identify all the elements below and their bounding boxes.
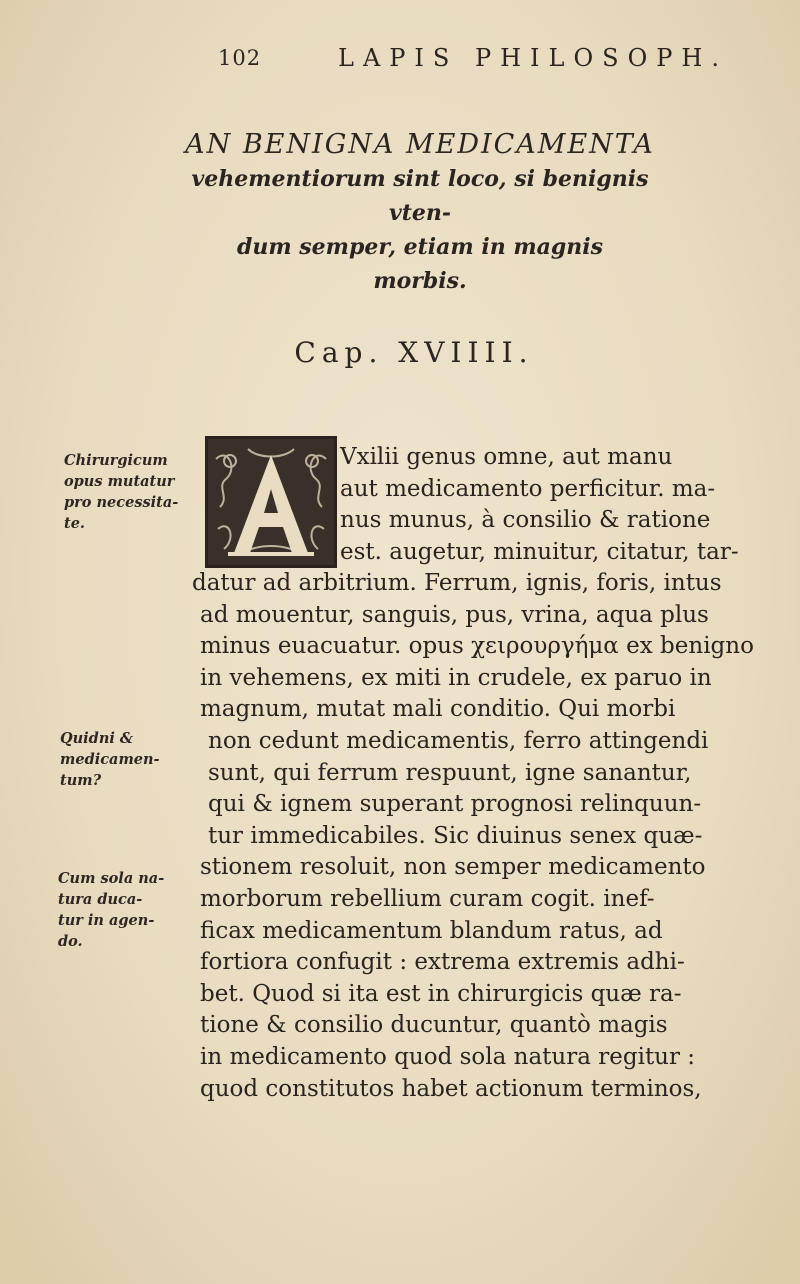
decorated-initial-art — [208, 439, 334, 565]
margin-note — [64, 450, 204, 534]
heading-caps-line: AN BENIGNA MEDICAMENTA — [185, 129, 655, 160]
text-line: quod constitutos habet actionum terminos, — [200, 1075, 702, 1102]
text-line: qui & ignem superant prognosi relinquun- — [208, 791, 702, 818]
margin-note — [58, 868, 198, 952]
margin-note-line: tura duca- — [58, 891, 143, 908]
running-head — [0, 38, 800, 78]
text-line: est. augetur, minuitur, citatur, tar- — [340, 538, 739, 565]
margin-note-line: do. — [58, 933, 83, 950]
margin-note — [60, 728, 200, 791]
text-line: fortiora confugit : extrema extremis adhi- — [200, 949, 685, 976]
text-line: in vehemens, ex miti in crudele, ex paruo in — [200, 664, 712, 691]
text-line: minus euacuatur. opus χειρουργήμα ex benigno — [200, 633, 754, 660]
text-line: nus munus, à consilio & ratione — [340, 507, 711, 534]
margin-note-line: medicamen- — [60, 751, 160, 768]
text-line: stionem resoluit, non semper medicamento — [200, 854, 706, 881]
running-title: LAPIS PHILOSOPH. — [338, 44, 728, 72]
margin-note-line: pro necessita- — [64, 494, 179, 511]
text-line: sunt, qui ferrum respuunt, igne sanantur, — [208, 759, 692, 786]
heading-line: morbis. — [373, 268, 467, 294]
margin-note-line: Chirurgicum — [64, 452, 168, 469]
decorated-initial — [205, 436, 337, 568]
page-number: 102 — [218, 46, 262, 70]
margin-note-line: Cum sola na- — [58, 870, 165, 887]
text-line: tione & consilio ducuntur, quantò magis — [200, 1012, 668, 1039]
text-line: in medicamento quod sola natura regitur : — [200, 1043, 696, 1070]
margin-note-line: tum? — [60, 772, 102, 789]
body-text-first — [340, 442, 760, 568]
chapter-title: Cap. XVIIII. — [294, 336, 534, 369]
section-heading — [160, 128, 680, 298]
text-line: tur immedicabiles. Sic diuinus senex quæ- — [208, 822, 703, 849]
margin-note-line: opus mutatur — [64, 473, 175, 490]
text-line: morborum rebellium curam cogit. inef- — [200, 885, 655, 912]
body-text-main — [192, 568, 765, 1105]
text-line: ad mouentur, sanguis, pus, vrina, aqua plus — [200, 601, 709, 628]
text-line: ficax medicamentum blandum ratus, ad — [200, 917, 663, 944]
text-line: bet. Quod si ita est in chirurgicis quæ ra- — [200, 980, 682, 1007]
margin-note-line: te. — [64, 515, 85, 532]
text-line: magnum, mutat mali conditio. Qui morbi — [200, 696, 676, 723]
text-line: Vxilii genus omne, aut manu — [340, 444, 673, 470]
text-line: aut medicamento perficitur. ma- — [340, 475, 716, 502]
heading-line: dum semper, etiam in magnis — [236, 234, 604, 260]
margin-note-line: tur in agen- — [58, 912, 155, 929]
text-line: datur ad arbitrium. Ferrum, ignis, foris, intus — [192, 570, 722, 596]
margin-note-line: Quidni & — [60, 730, 134, 747]
text-line: non cedunt medicamentis, ferro attingendi — [208, 727, 709, 754]
heading-line: vehementiorum sint loco, si benignis vten- — [191, 166, 649, 226]
